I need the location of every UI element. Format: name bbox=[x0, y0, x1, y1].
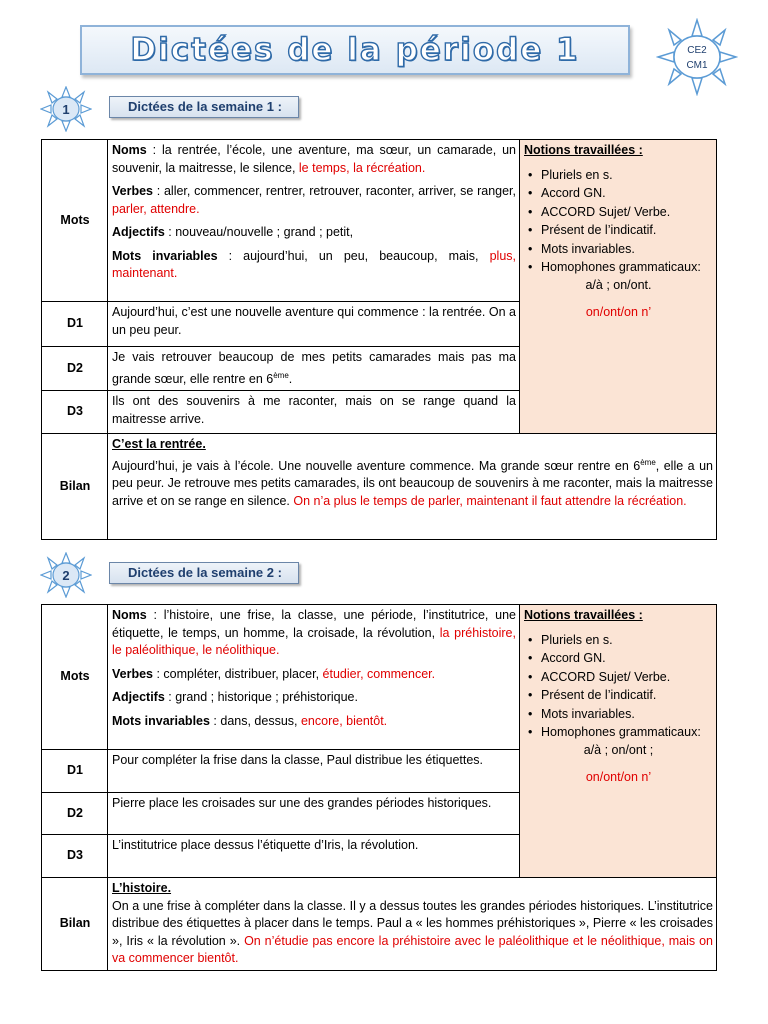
list-item: • Accord GN. bbox=[537, 649, 713, 668]
row-label-d3: D3 bbox=[42, 391, 108, 434]
d1-cell: Aujourd’hui, c’est une nouvelle aventure qui commence : la rentrée. On a un peu peur. bbox=[108, 302, 520, 347]
list-item: • Présent de l’indicatif. bbox=[537, 686, 713, 705]
row-label-d3: D3 bbox=[42, 835, 108, 878]
bilan-title: L’histoire. bbox=[112, 881, 172, 895]
notions-cell bbox=[520, 605, 717, 878]
notions-cell bbox=[520, 140, 717, 434]
class-badge-line2: CM1 bbox=[686, 60, 708, 71]
notions-red: on/ont/on n’ bbox=[585, 305, 652, 319]
svg-text:2: 2 bbox=[62, 568, 70, 583]
d3-cell: Ils ont des souvenirs à me raconter, mais on se range quand la maitresse arrive. bbox=[108, 391, 520, 434]
week-1-header bbox=[40, 86, 330, 132]
mots-cell: Noms : la rentrée, l’école, une aventure, ma sœur, un camarade, un souvenir, la maitresse, le silence, le temps, la récréation. Verbes : aller, commencer, rentrer, retrouver, raconter, arriver, se ranger, parler, attendre. Adjectifs : nouveau/nouvelle ; grand ; petit, Mots invariables : aujourd’hui, un peu, beaucoup, mais, plus, maintenant. bbox=[108, 140, 520, 302]
mots-cell: Noms : l’histoire, une frise, la classe, une période, l’institutrice, une étiquette, le temps, un homme, la croisade, la révolution, la préhistoire, le paléolithique, le néolithique. Verbes : compléter, distribuer, placer, étudier, commencer. Adjectifs : grand ; historique ; préhistorique. Mots invariables : dans, dessus, encore, bientôt. bbox=[108, 605, 520, 750]
row-label-d1: D1 bbox=[42, 302, 108, 347]
page-title: Dictées de la période 1 bbox=[130, 32, 580, 68]
list-item: • Accord GN. bbox=[537, 184, 713, 203]
row-label-d1: D1 bbox=[42, 750, 108, 793]
d3-cell: L’institutrice place dessus l’étiquette d’Iris, la révolution. bbox=[108, 835, 520, 878]
d1-cell: Pour compléter la frise dans la classe, Paul distribue les étiquettes. bbox=[108, 750, 520, 793]
notions-sub: a/à ; on/ont ; bbox=[583, 742, 654, 757]
list-item: • Homophones grammaticaux: bbox=[537, 258, 713, 277]
notions-list bbox=[524, 631, 713, 742]
week-1-table bbox=[41, 139, 717, 540]
week-number-sun-icon bbox=[40, 552, 92, 598]
list-item: • ACCORD Sujet/ Verbe. bbox=[537, 668, 713, 687]
week-2-label: Dictées de la semaine 2 : bbox=[109, 562, 299, 584]
week-1-label: Dictées de la semaine 1 : bbox=[109, 96, 299, 118]
notions-red: on/ont/on n’ bbox=[585, 770, 652, 784]
list-item: • Pluriels en s. bbox=[537, 166, 713, 185]
row-label-bilan: Bilan bbox=[42, 878, 108, 971]
page-title-box bbox=[80, 25, 630, 75]
notions-title: Notions travaillées : bbox=[524, 608, 643, 622]
class-level-sun-badge bbox=[656, 18, 738, 96]
bilan-cell: L’histoire. On a une frise à compléter dans la classe. Il y a dessus toutes les grandes périodes historiques. L’institutrice distribue des étiquettes à placer dans le temps. Paul a « les hommes préhistoriques », Pierre « les croisades », Iris « la révolution ». On n’étudie pas encore la préhistoire avec le paléolithique et le néolithique, mais on va commencer bientôt. bbox=[108, 878, 717, 971]
svg-text:1: 1 bbox=[62, 102, 70, 117]
row-label-d2: D2 bbox=[42, 793, 108, 835]
week-number-sun-icon bbox=[40, 86, 92, 132]
list-item: • Homophones grammaticaux: bbox=[537, 723, 713, 742]
row-label-bilan: Bilan bbox=[42, 434, 108, 540]
notions-sub: a/à ; on/ont. bbox=[585, 277, 652, 292]
week-2-table bbox=[41, 604, 717, 971]
bilan-title: C’est la rentrée. bbox=[112, 437, 206, 452]
d2-cell: Pierre place les croisades sur une des grandes périodes historiques. bbox=[108, 793, 520, 835]
row-label-mots: Mots bbox=[42, 140, 108, 302]
list-item: • ACCORD Sujet/ Verbe. bbox=[537, 203, 713, 222]
d2-cell: Je vais retrouver beaucoup de mes petits camarades mais pas ma grande sœur, elle rentre en 6ème. bbox=[108, 347, 520, 391]
week-2-header bbox=[40, 552, 330, 598]
list-item: • Mots invariables. bbox=[537, 705, 713, 724]
list-item: • Présent de l’indicatif. bbox=[537, 221, 713, 240]
row-label-mots: Mots bbox=[42, 605, 108, 750]
notions-list bbox=[524, 166, 713, 277]
class-badge-line1: CE2 bbox=[687, 45, 707, 56]
list-item: • Pluriels en s. bbox=[537, 631, 713, 650]
list-item: • Mots invariables. bbox=[537, 240, 713, 259]
notions-title: Notions travaillées : bbox=[524, 143, 643, 157]
row-label-d2: D2 bbox=[42, 347, 108, 391]
bilan-cell: C’est la rentrée. Aujourd’hui, je vais à l’école. Une nouvelle aventure commence. Ma grande sœur rentre en 6ème, elle a un peu peur. Je retrouve mes petits camarades, ils ont beaucoup de souvenirs à me raconter, mais la maitresse arrive et on se range en silence. On n’a plus le temps de parler, maintenant il faut attendre la récréation. bbox=[108, 434, 717, 540]
